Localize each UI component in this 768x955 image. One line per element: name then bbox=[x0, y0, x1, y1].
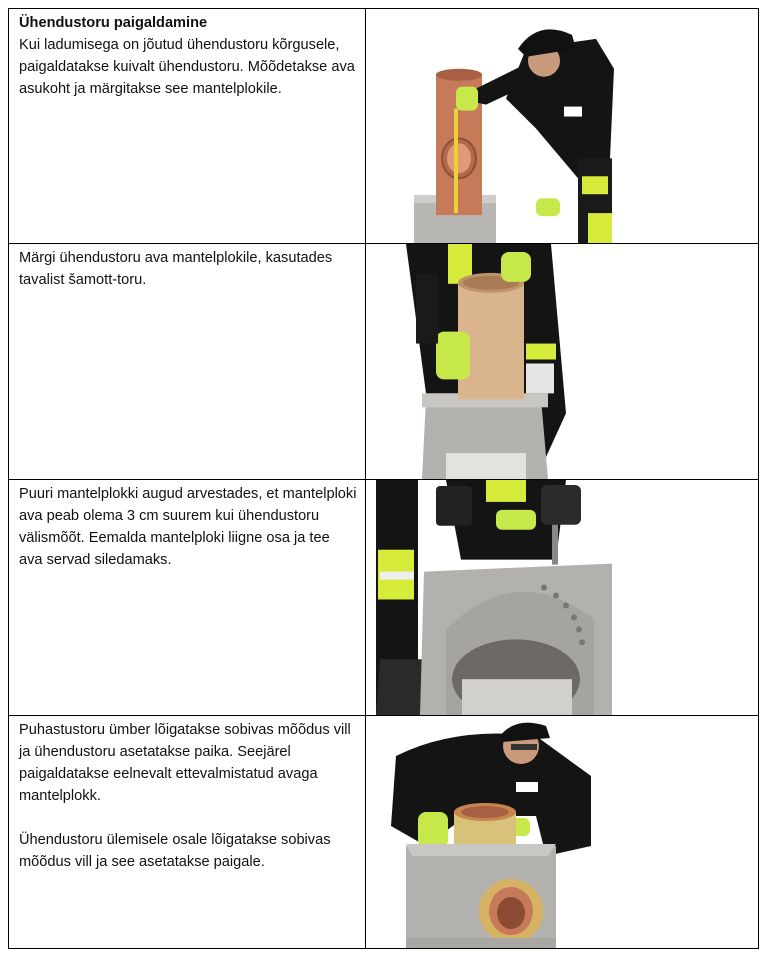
step-heading: Ühendustoru paigaldamine bbox=[19, 15, 208, 31]
step-description: Puuri mantelplokki augud arvestades, et mantelploki ava peab olema 3 cm suurem kui ühendustoru välismõõt. Eemalda mantelploki liigne osa ja tee ava servad siledamaks. bbox=[19, 486, 357, 568]
drilling-block-photo bbox=[366, 480, 758, 715]
table-row bbox=[9, 716, 758, 948]
step-description: Puhastustoru ümber lõigatakse sobivas mõõdus vill ja ühendustoru asetatakse paika. Seejärel paigaldatakse eelnevalt ettevalmistatud avaga mantelplokk. bbox=[19, 722, 351, 804]
step-photo bbox=[366, 9, 758, 243]
table-row bbox=[9, 480, 758, 716]
marking-opening-photo bbox=[366, 244, 758, 479]
step-text-cell bbox=[9, 716, 366, 948]
step-photo bbox=[366, 716, 758, 948]
table-row bbox=[9, 244, 758, 480]
step-description-2: Ühendustoru ülemisele osale lõigatakse sobivas mõõdus vill ja see asetatakse paigale. bbox=[19, 832, 331, 870]
step-description: Märgi ühendustoru ava mantelplokile, kasutades tavalist šamott-toru. bbox=[19, 250, 333, 288]
step-text-cell bbox=[9, 244, 366, 479]
step-text-cell bbox=[9, 9, 366, 243]
worker-measuring-photo bbox=[366, 9, 758, 243]
step-photo bbox=[366, 244, 758, 479]
placing-pipe-photo bbox=[366, 716, 758, 948]
step-text-cell bbox=[9, 480, 366, 715]
step-photo bbox=[366, 480, 758, 715]
instruction-table bbox=[8, 8, 759, 949]
step-description: Kui ladumisega on jõutud ühendustoru kõrgusele, paigaldatakse kuivalt ühendustoru. Mõõdetakse ava asukoht ja märgitakse see mantelplokile. bbox=[19, 37, 355, 97]
table-row bbox=[9, 9, 758, 244]
